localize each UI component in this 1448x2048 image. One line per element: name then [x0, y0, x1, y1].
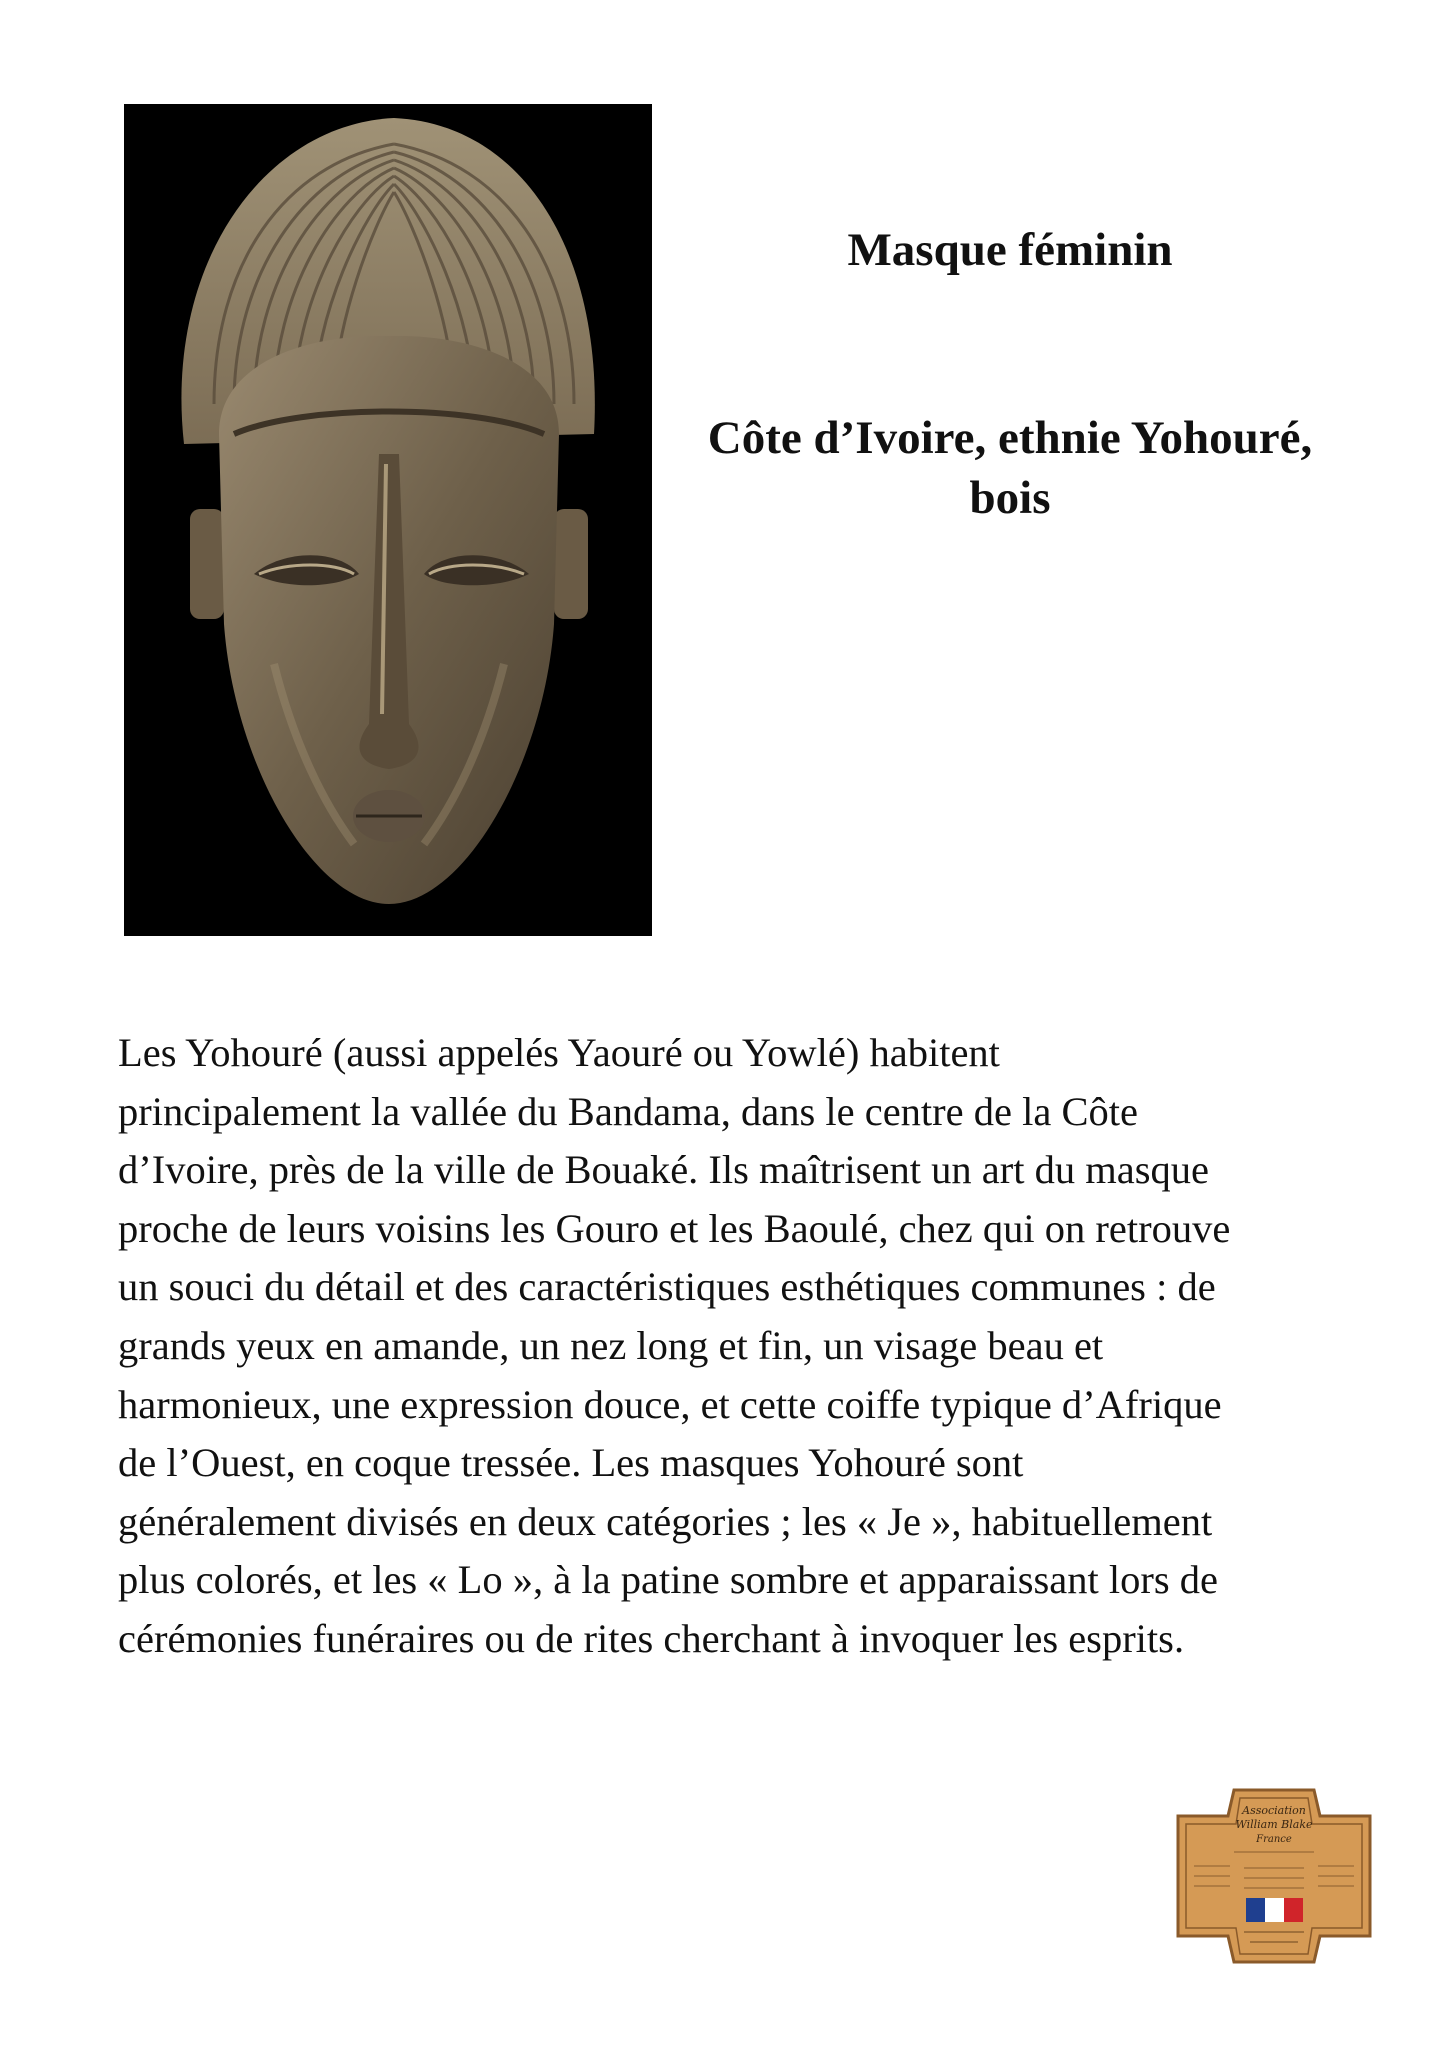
artwork-origin [680, 408, 1340, 528]
description-line: harmonieux, une expression douce, et cette coiffe typique d’Afrique [118, 1381, 1222, 1427]
stamp-line-1: Association [1242, 1804, 1306, 1817]
material-line: bois [969, 472, 1051, 524]
description-line: proche de leurs voisins les Gouro et les Baoulé, chez qui on retrouve [118, 1205, 1231, 1251]
description-line: généralement divisés en deux catégories ; les « Je », habituellement [118, 1498, 1213, 1544]
stamp-line-3: France [1256, 1834, 1292, 1845]
artwork-title: Masque féminin [847, 224, 1173, 276]
flag-icon [1246, 1898, 1303, 1922]
description-line: d’Ivoire, près de la ville de Bouaké. Ils maîtrisent un art du masque [118, 1147, 1209, 1193]
description-line: Les Yohouré (aussi appelés Yaouré ou Yowlé) habitent [118, 1030, 1000, 1075]
description-line: plus colorés, et les « Lo », à la patine sombre et apparaissant lors de [118, 1557, 1218, 1603]
description-line: principalement la vallée du Bandama, dans le centre de la Côte [118, 1088, 1138, 1134]
stamp-line-2: William Blake [1235, 1818, 1313, 1831]
description-line: de l’Ouest, en coque tressée. Les masques Yohouré sont [118, 1440, 1024, 1486]
mask-photo [124, 104, 652, 936]
mask-illustration [124, 104, 652, 936]
description-line: grands yeux en amande, un nez long et fin, un visage beau et [118, 1322, 1104, 1368]
association-stamp [1174, 1786, 1374, 1966]
description-line: un souci du détail et des caractéristiques esthétiques communes : de [118, 1264, 1216, 1310]
description-paragraph [118, 1024, 1358, 1669]
stamp-seal [1174, 1786, 1374, 1966]
origin-line: Côte d’Ivoire, ethnie Yohouré, [707, 412, 1313, 464]
description-line: cérémonies funéraires ou de rites cherchant à invoquer les esprits. [118, 1615, 1185, 1661]
